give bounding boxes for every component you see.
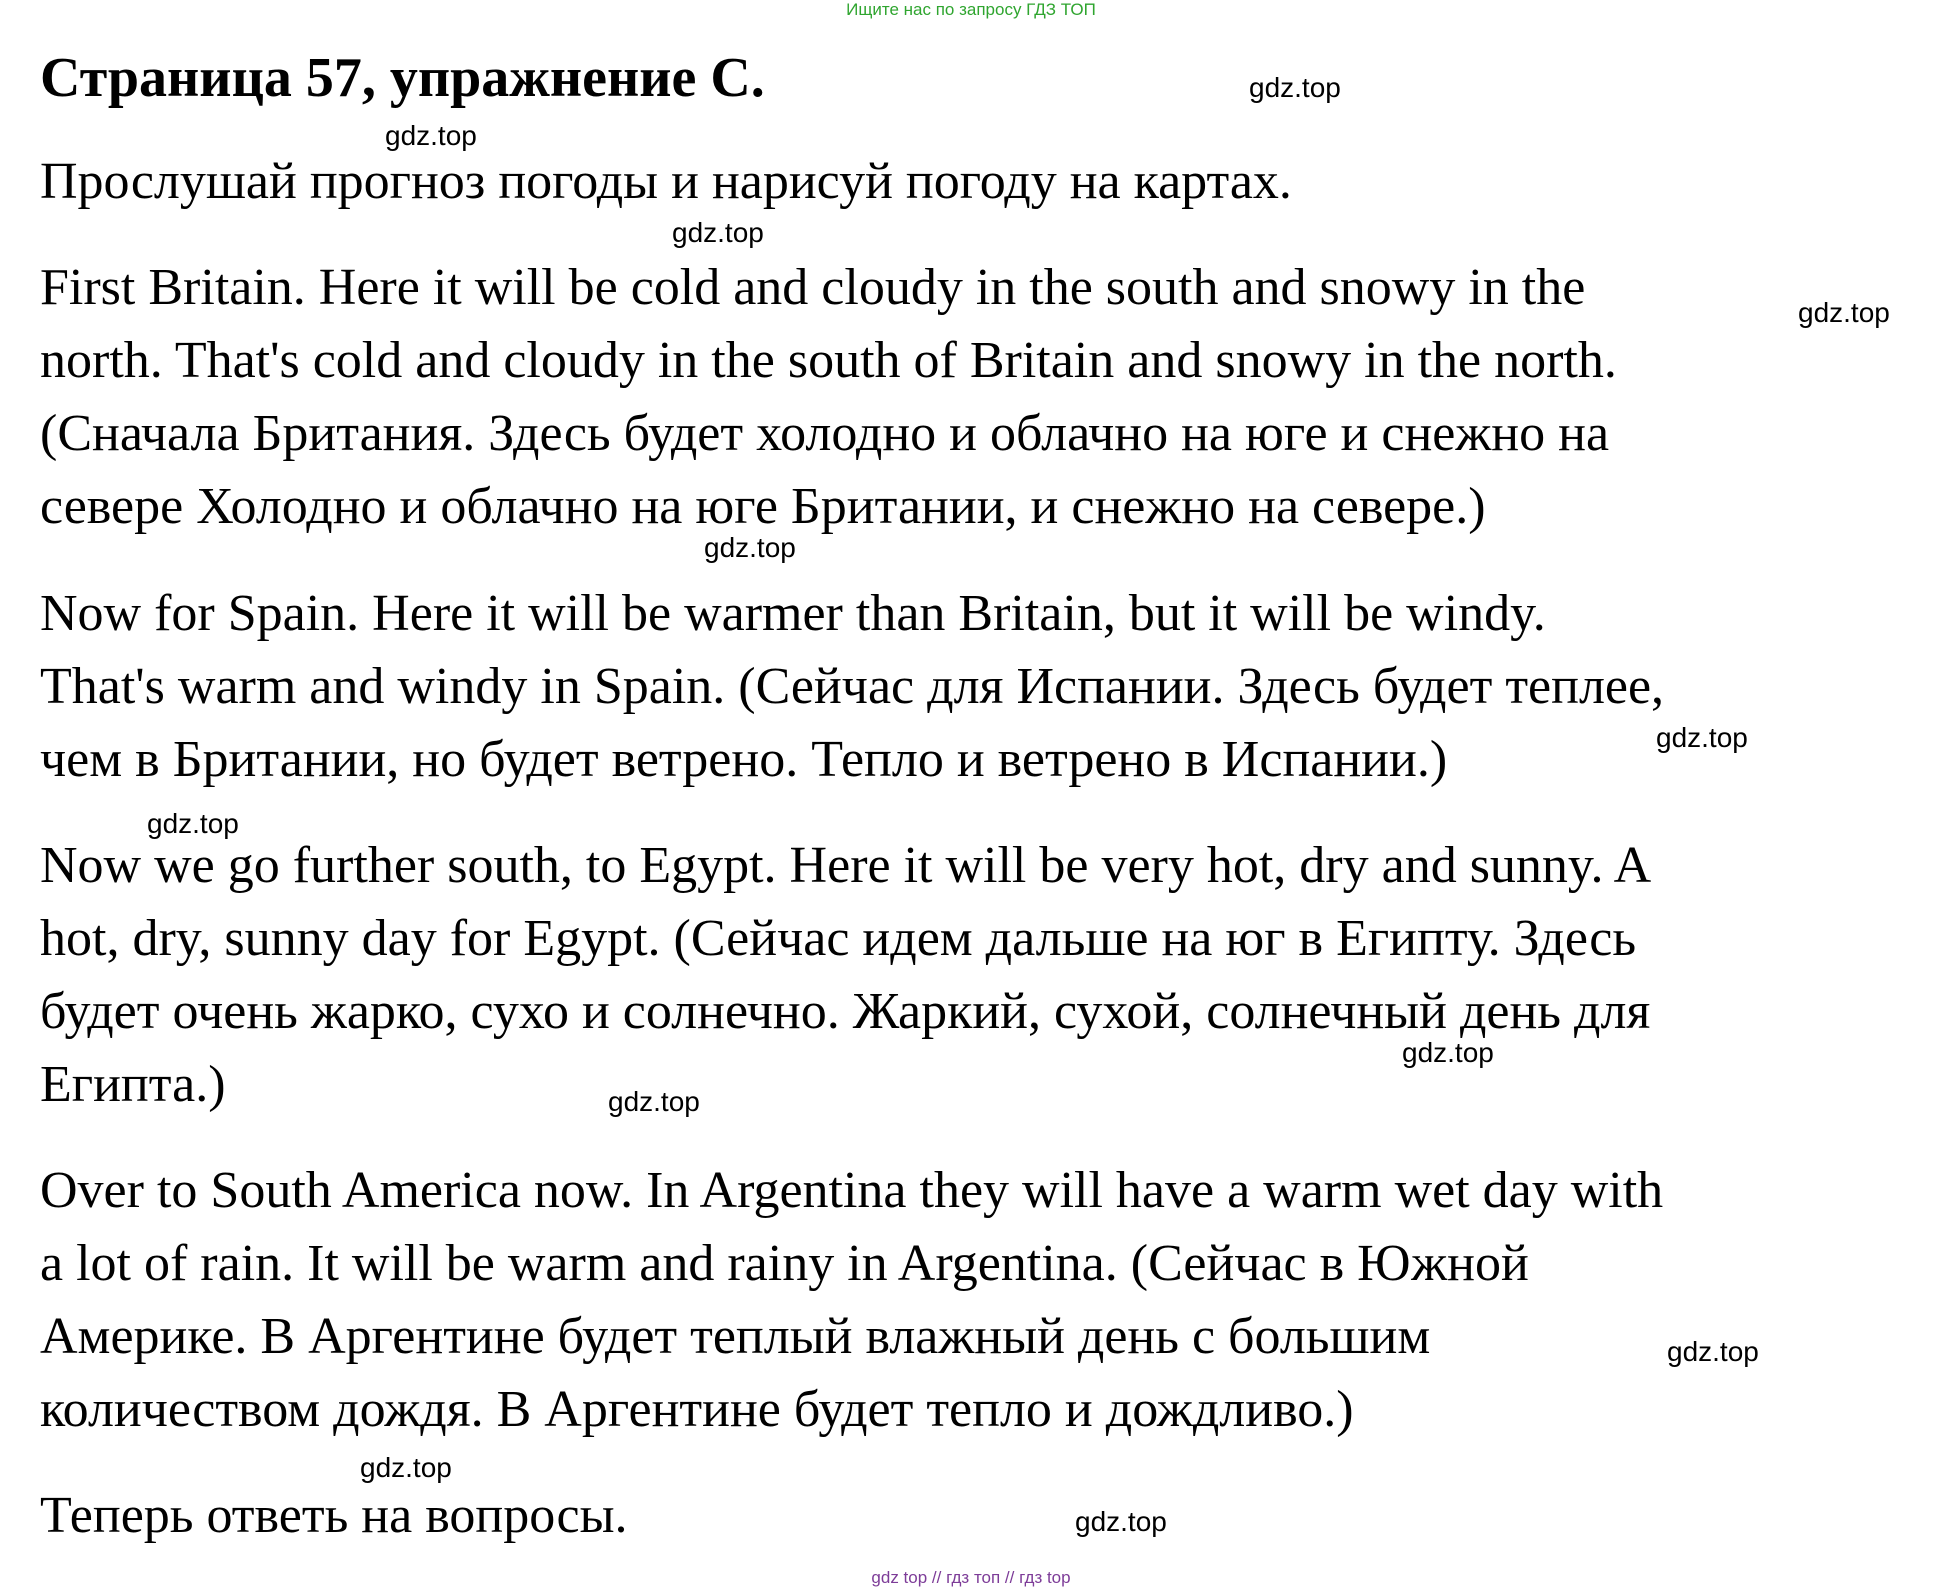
instruction-line: Прослушай прогноз погоды и нарисуй погоду на картах. — [40, 153, 1292, 210]
text-line: hot, dry, sunny day for Egypt. (Сейчас идем дальше на юг в Египту. Здесь — [40, 910, 1637, 967]
watermark: gdz.top — [704, 532, 796, 563]
text-line: (Сначала Британия. Здесь будет холодно и облачно на юге и снежно на — [40, 405, 1610, 462]
text-line: That's warm and windy in Spain. (Сейчас для Испании. Здесь будет теплее, — [40, 658, 1665, 715]
footer-links[interactable]: gdz top // гдз топ // гдз top — [871, 1568, 1071, 1587]
text-line: Over to South America now. In Argentina they will have a warm wet day with — [40, 1162, 1664, 1219]
page-title: Страница 57, упражнение С. — [40, 47, 765, 109]
watermark: gdz.top — [147, 808, 239, 839]
text-line: Америке. В Аргентине будет теплый влажный день с большим — [40, 1308, 1431, 1365]
watermark: gdz.top — [1798, 297, 1890, 328]
watermark: gdz.top — [1656, 722, 1748, 753]
question-line: Теперь ответь на вопросы. — [40, 1487, 628, 1544]
watermark: gdz.top — [672, 217, 764, 248]
top-search-banner[interactable]: Ищите нас по запросу ГДЗ ТОП — [846, 0, 1096, 19]
text-line: количеством дождя. В Аргентине будет тепло и дождливо.) — [40, 1381, 1354, 1438]
text-line: First Britain. Here it will be cold and cloudy in the south and snowy in the — [40, 259, 1586, 316]
watermark: gdz.top — [608, 1086, 700, 1117]
text-line: Египта.) — [40, 1056, 226, 1113]
watermark: gdz.top — [360, 1452, 452, 1483]
text-line: Now we go further south, to Egypt. Here it will be very hot, dry and sunny. A — [40, 837, 1652, 894]
text-line: a lot of rain. It will be warm and rainy in Argentina. (Сейчас в Южной — [40, 1235, 1529, 1292]
text-line: Now for Spain. Here it will be warmer than Britain, but it will be windy. — [40, 585, 1546, 642]
watermark: gdz.top — [1249, 72, 1341, 103]
watermark: gdz.top — [1402, 1037, 1494, 1068]
watermark: gdz.top — [1667, 1336, 1759, 1367]
watermark: gdz.top — [385, 120, 477, 151]
text-line: севере Холодно и облачно на юге Британии, и снежно на севере.) — [40, 478, 1486, 535]
text-line: north. That's cold and cloudy in the south of Britain and snowy in the north. — [40, 332, 1617, 389]
text-line: чем в Британии, но будет ветрено. Тепло и ветрено в Испании.) — [40, 731, 1448, 788]
text-line: будет очень жарко, сухо и солнечно. Жаркий, сухой, солнечный день для — [40, 983, 1651, 1040]
watermark: gdz.top — [1075, 1506, 1167, 1537]
